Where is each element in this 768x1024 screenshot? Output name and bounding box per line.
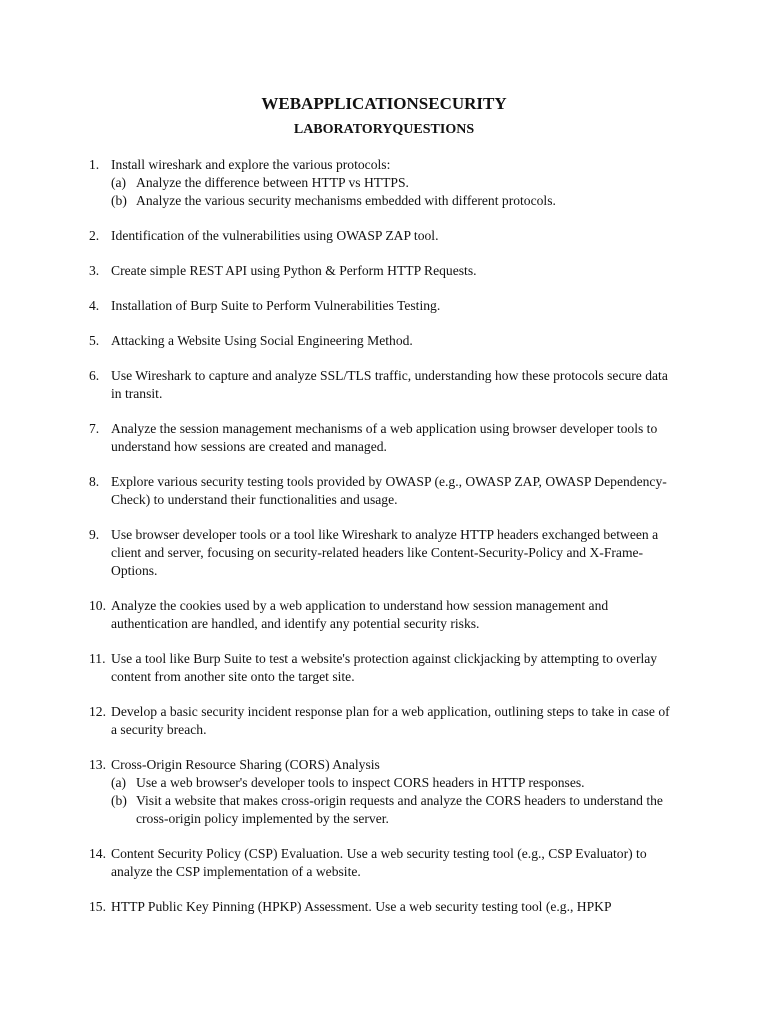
question-number: 10. xyxy=(89,598,106,613)
question-text: Explore various security testing tools provided by OWASP (e.g., OWASP ZAP, OWASP Dependency-Check) to understand their functionalities and usage. xyxy=(111,474,667,507)
question-text: Use browser developer tools or a tool like Wireshark to analyze HTTP headers exchanged between a client and server, focusing on security-related headers like Content-Security-Policy and X-Frame-Options. xyxy=(111,527,659,578)
question-text: HTTP Public Key Pinning (HPKP) Assessment. Use a web security testing tool (e.g., HPKP xyxy=(111,899,612,914)
question-text: Content Security Policy (CSP) Evaluation. Use a web security testing tool (e.g., CSP Evaluator) to analyze the CSP implementation of a website. xyxy=(111,846,647,879)
sub-question-text: Visit a website that makes cross-origin requests and analyze the CORS headers to understand the cross-origin policy implemented by the server. xyxy=(136,793,663,826)
sub-question-text: Analyze the difference between HTTP vs HTTPS. xyxy=(136,175,409,190)
question-text: Analyze the session management mechanisms of a web application using browser developer tools to understand how sessions are created and managed. xyxy=(111,421,658,454)
question-number: 11. xyxy=(89,651,106,666)
question-item xyxy=(89,262,679,280)
question-number: 6. xyxy=(89,368,100,383)
sub-question-label: (b) xyxy=(111,193,127,208)
sub-question-label: (a) xyxy=(111,775,127,790)
sub-question xyxy=(111,774,679,792)
question-text: Analyze the cookies used by a web application to understand how session management and authentication are handled, and identify any potential security risks. xyxy=(111,598,609,631)
question-text: Attacking a Website Using Social Engineering Method. xyxy=(111,333,413,348)
question-item xyxy=(89,650,679,686)
document-title: WEBAPPLICATIONSECURITY xyxy=(261,94,507,113)
question-number: 5. xyxy=(89,333,100,348)
question-item xyxy=(89,703,679,739)
question-number: 7. xyxy=(89,421,100,436)
question-item xyxy=(89,156,679,210)
question-text: Install wireshark and explore the various protocols: xyxy=(111,157,391,172)
question-number: 2. xyxy=(89,228,100,243)
question-item xyxy=(89,756,679,828)
question-item xyxy=(89,526,679,580)
question-number: 9. xyxy=(89,527,100,542)
question-item xyxy=(89,367,679,403)
question-item xyxy=(89,473,679,509)
sub-question-text: Analyze the various security mechanisms embedded with different protocols. xyxy=(136,193,556,208)
question-number: 4. xyxy=(89,298,100,313)
document-subtitle: LABORATORYQUESTIONS xyxy=(293,122,475,137)
sub-question xyxy=(111,792,679,828)
question-item xyxy=(89,332,679,350)
sub-question xyxy=(111,174,679,192)
question-item xyxy=(89,845,679,881)
question-item xyxy=(89,597,679,633)
question-text: Identification of the vulnerabilities using OWASP ZAP tool. xyxy=(111,228,439,243)
question-text: Cross-Origin Resource Sharing (CORS) Analysis xyxy=(111,757,380,772)
sub-question-label: (a) xyxy=(111,175,127,190)
sub-question-text: Use a web browser's developer tools to inspect CORS headers in HTTP responses. xyxy=(136,775,585,790)
question-text: Use a tool like Burp Suite to test a website's protection against clickjacking by attempting to overlay content from another site onto the target site. xyxy=(111,651,658,684)
question-item xyxy=(89,227,679,245)
question-list xyxy=(89,156,679,916)
question-text: Use Wireshark to capture and analyze SSL/TLS traffic, understanding how these protocols secure data in transit. xyxy=(111,368,668,401)
sub-question-label: (b) xyxy=(111,793,127,808)
question-number: 8. xyxy=(89,474,100,489)
question-item xyxy=(89,898,679,916)
question-number: 14. xyxy=(89,846,106,861)
question-text: Create simple REST API using Python & Perform HTTP Requests. xyxy=(111,263,477,278)
question-text: Develop a basic security incident response plan for a web application, outlining steps to take in case of a security breach. xyxy=(111,704,670,737)
question-item xyxy=(89,297,679,315)
question-number: 3. xyxy=(89,263,100,278)
question-item xyxy=(89,420,679,456)
question-number: 13. xyxy=(89,757,106,772)
question-number: 12. xyxy=(89,704,106,719)
question-text: Installation of Burp Suite to Perform Vulnerabilities Testing. xyxy=(111,298,441,313)
question-number: 15. xyxy=(89,899,106,914)
sub-question xyxy=(111,192,679,210)
question-number: 1. xyxy=(89,157,100,172)
